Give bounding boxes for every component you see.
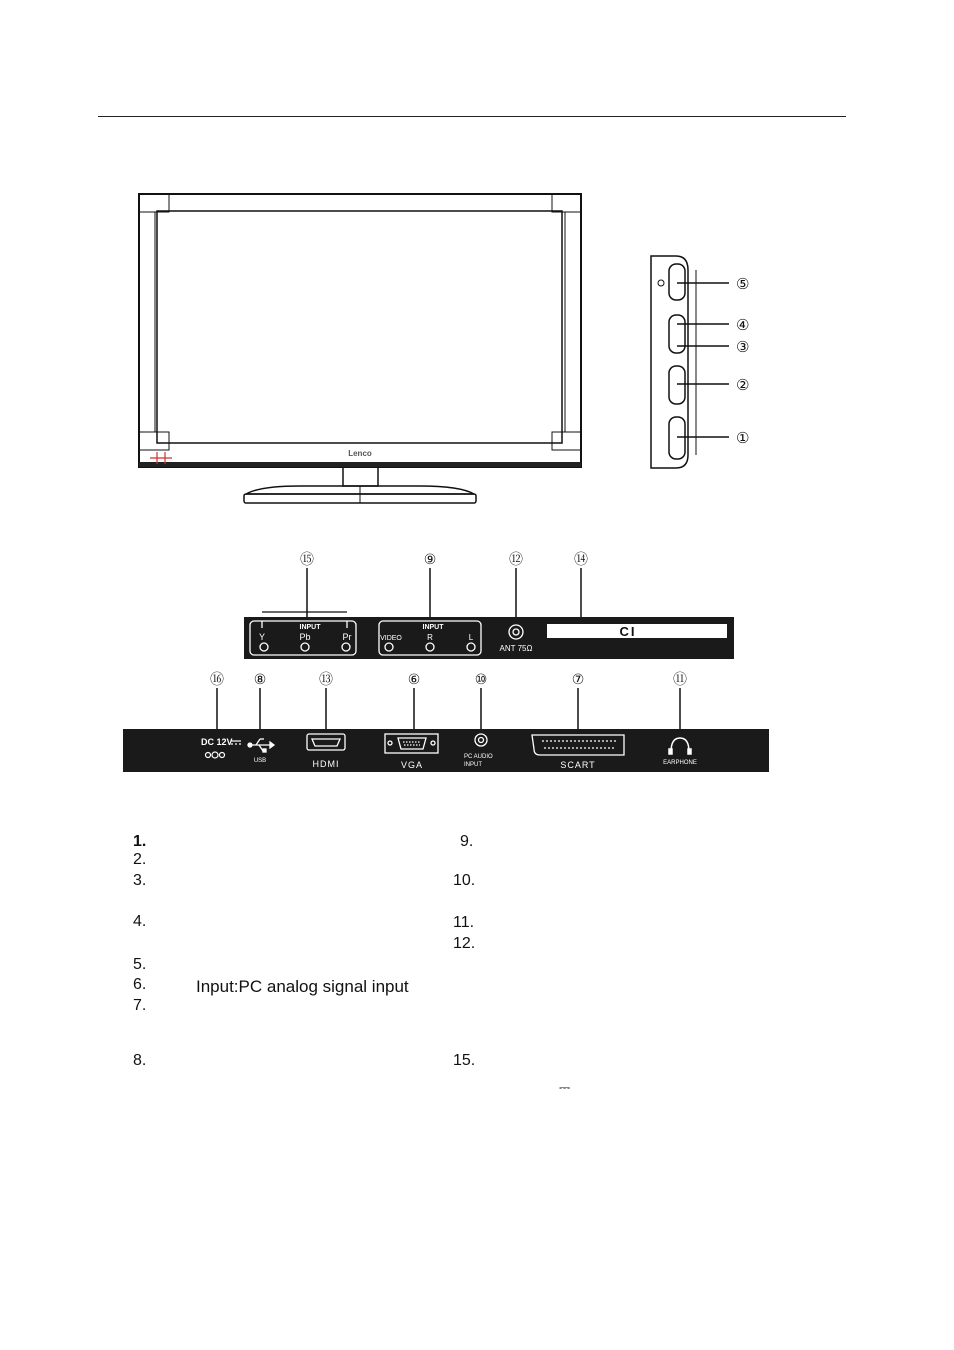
jack-video-label: VIDEO — [380, 635, 402, 642]
earphone-label: EARPHONE — [663, 760, 697, 766]
callout-1: ① — [736, 429, 750, 447]
vga-label: VGA — [400, 760, 424, 770]
dc-symbol-icon: ⎓ — [559, 1079, 571, 1095]
pc-audio-label: PC AUDIO — [464, 754, 493, 760]
side-button-3-4 — [669, 315, 685, 353]
legend-item-10-number: 10. — [453, 872, 476, 889]
legend-item-15-number: 15. — [453, 1052, 476, 1069]
ci-label: CI — [619, 624, 637, 639]
callout-3: ③ — [736, 338, 750, 356]
callout-7: ⑦ — [571, 672, 585, 688]
legend-item-12-number: 12. — [453, 935, 476, 952]
legend-item-7-number: 7. — [133, 997, 147, 1014]
tv-brand-logo: Lenco — [348, 449, 372, 458]
callout-8: ⑧ — [253, 672, 267, 688]
jack-y-label: Y — [258, 632, 266, 642]
side-button-1 — [669, 417, 685, 459]
side-indicator-icon — [658, 280, 664, 286]
callout-10: ⑩ — [474, 672, 488, 688]
legend-item-6-number: 6. — [133, 976, 147, 993]
side-control-panel — [651, 256, 729, 468]
av-input-label: INPUT — [422, 624, 444, 631]
scart-label: SCART — [560, 760, 596, 770]
dc-label: DC 12V — [201, 737, 233, 747]
callout-5: ⑤ — [736, 275, 750, 293]
pc-audio-input-label: INPUT — [464, 762, 482, 768]
callout-15: ⑮ — [300, 552, 314, 568]
legend-item-3-number: 3. — [133, 872, 147, 889]
callout-16: ⑯ — [210, 672, 224, 688]
legend-item-2-number: 2. — [133, 851, 147, 868]
callout-9: ⑨ — [423, 552, 437, 568]
jack-pr-label: Pr — [342, 632, 352, 642]
usb-label: USB — [253, 758, 267, 764]
legend-item-9-number: 9. — [460, 833, 474, 850]
callout-6: ⑥ — [407, 672, 421, 688]
side-button-2 — [669, 366, 685, 404]
legend-item-4-number: 4. — [133, 913, 147, 930]
legend-item-1-number: 1. — [133, 833, 147, 850]
callout-13: ⑬ — [319, 672, 333, 688]
callout-4: ④ — [736, 316, 750, 334]
ci-slot — [547, 624, 727, 638]
callout-11: ⑪ — [673, 672, 687, 688]
legend-item-8-number: 8. — [133, 1052, 147, 1069]
legend-item-5-number: 5. — [133, 956, 147, 973]
jack-r-label: R — [427, 633, 433, 642]
hdmi-label: HDMI — [312, 759, 340, 769]
component-input-label: INPUT — [299, 624, 321, 631]
legend-item-6-text: Input:PC analog signal input — [196, 977, 409, 996]
jack-l-label: L — [468, 633, 474, 642]
jack-pb-label: Pb — [299, 632, 311, 642]
side-button-5 — [669, 264, 685, 300]
antenna-label: ANT 75Ω — [499, 644, 533, 653]
callout-12: ⑫ — [509, 552, 523, 568]
legend-item-11-number: 11. — [453, 914, 475, 931]
callout-14: ⑭ — [574, 552, 588, 568]
callout-2: ② — [736, 376, 750, 394]
